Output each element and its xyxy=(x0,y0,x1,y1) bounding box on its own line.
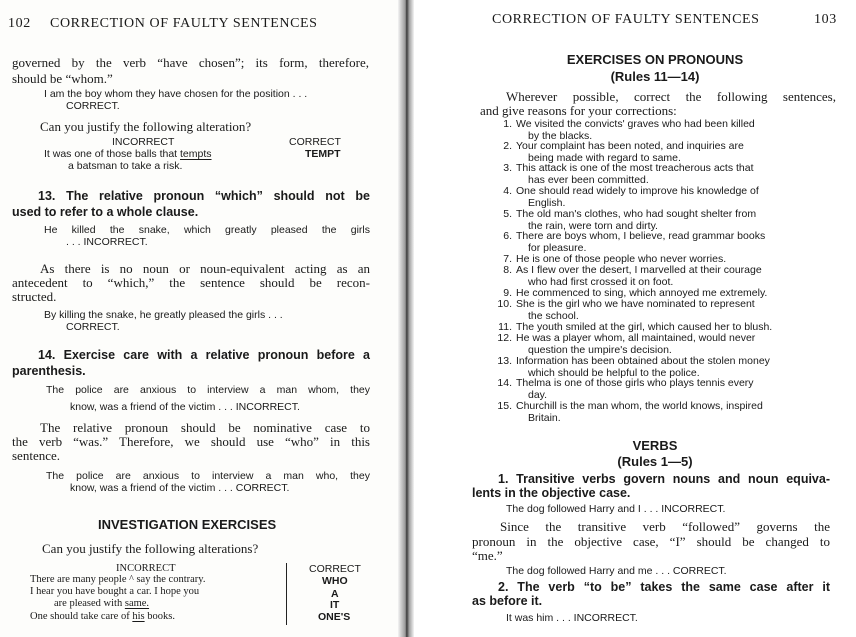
exercise-number: 15. xyxy=(497,400,512,412)
underlined-word: tempts xyxy=(180,148,212,160)
exercise-item-line: by the blacks. xyxy=(528,129,593,142)
column-correct: CORRECT xyxy=(309,563,361,575)
exercises-title: EXERCISES ON PRONOUNS xyxy=(566,52,744,67)
example-line: know, was a friend of the victim . . . INCORRECT. xyxy=(70,401,300,413)
paragraph-line: The relative pronoun should be nominative case to xyxy=(40,420,370,435)
exercise-item-line: the rain, were torn and dirty. xyxy=(528,219,658,232)
example-line: By killing the snake, he greatly pleased the girls . . . xyxy=(44,309,283,321)
example-line: CORRECT. xyxy=(66,100,120,112)
exercise-item-line xyxy=(494,333,836,345)
exercise-item-line xyxy=(494,265,836,277)
exercise-text: As I flew over the desert, I marvelled at their courage xyxy=(516,264,762,276)
page-number-left: 102 xyxy=(8,16,31,31)
exercise-item xyxy=(497,355,836,379)
exercise-item xyxy=(503,140,836,164)
exercise-number: 11. xyxy=(498,321,512,333)
underlined-word: same. xyxy=(124,598,150,609)
exercise-item xyxy=(503,208,836,232)
exercise-text: Information has been obtained about the stolen money xyxy=(516,355,770,367)
alteration-line: a batsman to take a risk. xyxy=(68,160,183,172)
exercise-text: The youth smiled at the girl, which caused her to blush. xyxy=(516,321,773,333)
exercise-text: He was a player whom, all maintained, would never xyxy=(516,332,756,344)
paragraph-line: As there is no noun or noun-equivalent acting as an xyxy=(40,261,370,276)
exercise-item-line: which should be helpful to the police. xyxy=(528,366,700,379)
justify-question: Can you justify the following alteration? xyxy=(40,119,252,134)
row-text: say the contrary. xyxy=(133,574,206,585)
paragraph-line: sentence. xyxy=(12,448,61,463)
exercise-text: Churchill is the man whom, the world knows, inspired xyxy=(516,400,763,412)
example-line: . . . INCORRECT. xyxy=(66,236,148,248)
page-number-right: 103 xyxy=(814,12,837,27)
exercise-item-line: question the umpire's decision. xyxy=(528,343,672,356)
exercise-item xyxy=(503,185,836,209)
column-divider xyxy=(286,563,287,625)
exercise-item-line: Britain. xyxy=(528,411,561,424)
example-line: The dog followed Harry and I . . . INCORRECT. xyxy=(506,503,726,515)
alteration-correct: TEMPT xyxy=(305,148,341,160)
exercise-number: 4. xyxy=(503,185,512,197)
example-line: He killed the snake, which greatly pleased the girls xyxy=(44,224,370,236)
exercise-number: 3. xyxy=(503,162,512,174)
row-correct: IT xyxy=(330,599,340,611)
row-text: One should take care of xyxy=(30,611,133,622)
example-line: CORRECT. xyxy=(66,321,120,333)
paragraph-line: structed. xyxy=(12,289,57,304)
verbs-rules: (Rules 1—5) xyxy=(617,454,693,469)
row-text: are pleased with xyxy=(54,598,125,609)
exercise-item-line: who had first crossed it on foot. xyxy=(528,275,674,288)
exercise-number: 9. xyxy=(503,287,512,299)
exercise-item-line: day. xyxy=(528,388,548,401)
investigation-row: I hear you have bought a car. I hope you xyxy=(30,586,200,597)
example-line: The dog followed Harry and me . . . CORRECT. xyxy=(506,565,727,577)
verb-rule-1-heading: lents in the objective case. xyxy=(472,486,631,500)
exercise-item-line xyxy=(494,186,836,198)
exercise-item-line: English. xyxy=(528,196,566,209)
row-correct: WHO xyxy=(322,575,348,587)
rule-13-heading: used to refer to a whole clause. xyxy=(12,205,199,219)
exercise-item xyxy=(497,377,836,401)
exercise-item-line xyxy=(494,299,836,311)
exercise-item-line xyxy=(494,209,836,221)
exercise-item-line xyxy=(494,119,836,131)
paragraph-line: “me.” xyxy=(472,548,503,563)
example-line: know, was a friend of the victim . . . CORRECT. xyxy=(70,482,290,494)
exercise-item-line xyxy=(494,401,836,413)
alteration-line xyxy=(44,148,212,160)
example-line: I am the boy whom they have chosen for the position . . . xyxy=(44,88,308,100)
exercise-item-line: has ever been committed. xyxy=(528,173,649,186)
caret-mark: ^ xyxy=(129,574,134,585)
instruction-line: Wherever possible, correct the following sentences, xyxy=(506,89,836,104)
exercise-item-line xyxy=(494,231,836,243)
exercise-item-line: the school. xyxy=(528,309,579,322)
investigation-row xyxy=(30,574,205,585)
exercise-number: 13. xyxy=(497,355,512,367)
book-gutter xyxy=(398,0,414,637)
exercise-item-line: being made with regard to same. xyxy=(528,151,681,164)
exercise-item xyxy=(503,230,836,254)
exercise-number: 8. xyxy=(503,264,512,276)
row-correct: A xyxy=(331,588,339,600)
paragraph-line: Since the transitive verb “followed” governs the xyxy=(500,519,830,534)
exercise-number: 7. xyxy=(503,253,512,265)
underlined-word: his xyxy=(132,611,145,622)
exercise-item xyxy=(503,162,836,186)
rule-13-heading: 13. The relative pronoun “which” should not be xyxy=(38,189,370,203)
exercise-number: 12. xyxy=(497,332,512,344)
instruction-line: and give reasons for your corrections: xyxy=(480,103,677,118)
paragraph-line: pronoun in the objective case, “I” should be changed to xyxy=(472,534,830,549)
exercise-item-line xyxy=(494,356,836,368)
intro-line: should be “whom.” xyxy=(12,71,113,86)
verb-rule-1-heading: 1. Transitive verbs govern nouns and noun equiva- xyxy=(498,472,830,486)
exercise-text: Thelma is one of those girls who plays tennis every xyxy=(516,377,754,389)
column-incorrect: INCORRECT xyxy=(112,136,175,148)
investigation-title: INVESTIGATION EXERCISES xyxy=(98,517,277,532)
exercise-number: 1. xyxy=(503,118,512,130)
column-incorrect: INCORRECT xyxy=(116,563,176,574)
exercise-number: 2. xyxy=(503,140,512,152)
exercise-item xyxy=(503,264,836,288)
exercise-text: He commenced to sing, which annoyed me extremely. xyxy=(516,287,768,299)
running-head-left: CORRECTION OF FAULTY SENTENCES xyxy=(50,16,318,31)
exercise-item xyxy=(497,400,836,424)
exercise-item-line xyxy=(494,378,836,390)
verb-rule-2-heading: as before it. xyxy=(472,594,543,608)
exercise-text: There are boys whom, I believe, read grammar books xyxy=(516,230,766,242)
exercise-number: 5. xyxy=(503,208,512,220)
example-line: It was him . . . INCORRECT. xyxy=(506,612,638,624)
row-text: There are many people xyxy=(30,574,130,585)
verbs-title: VERBS xyxy=(632,438,678,453)
exercise-item xyxy=(497,298,836,322)
investigation-question: Can you justify the following alterations? xyxy=(42,541,259,556)
exercise-item-line xyxy=(494,141,836,153)
exercises-rules: (Rules 11—14) xyxy=(610,69,700,84)
verb-rule-2-heading: 2. The verb “to be” takes the same case after it xyxy=(498,580,830,594)
exercise-item-line: for pleasure. xyxy=(528,241,587,254)
paragraph-line: the verb “was.” Therefore, we should use “who” in this xyxy=(12,434,370,449)
intro-line: governed by the verb “have chosen”; its form, therefore, xyxy=(12,55,369,70)
exercise-number: 10. xyxy=(497,298,512,310)
paragraph-line: antecedent to “which,” the sentence should be recon- xyxy=(12,275,370,290)
exercise-item xyxy=(503,118,836,142)
example-line: The police are anxious to interview a man whom, they xyxy=(46,384,370,396)
exercise-text: We visited the convicts' graves who had been killed xyxy=(516,118,755,130)
running-head-right: CORRECTION OF FAULTY SENTENCES xyxy=(492,12,760,27)
exercise-text: The old man's clothes, who had sought shelter from xyxy=(516,208,757,220)
row-text: books. xyxy=(144,611,175,622)
investigation-row xyxy=(30,611,175,622)
row-correct: ONE'S xyxy=(318,611,351,623)
rule-14-heading: parenthesis. xyxy=(12,364,86,378)
column-correct: CORRECT xyxy=(289,136,341,148)
rule-14-heading: 14. Exercise care with a relative pronoun before a xyxy=(38,348,370,362)
investigation-row xyxy=(54,598,149,609)
exercise-text: She is the girl who we have nominated to represent xyxy=(516,298,755,310)
exercise-text: He is one of those people who never worries. xyxy=(516,253,727,265)
exercise-text: This attack is one of the most treacherous acts that xyxy=(516,162,754,174)
exercise-number: 6. xyxy=(503,230,512,242)
left-page xyxy=(0,0,398,637)
exercise-number: 14. xyxy=(497,377,512,389)
example-line: The police are anxious to interview a man who, they xyxy=(46,470,370,482)
exercise-text: One should read widely to improve his knowledge of xyxy=(516,185,759,197)
alteration-text: It was one of those balls that xyxy=(44,148,180,160)
exercise-item-line xyxy=(494,163,836,175)
exercise-item xyxy=(497,332,836,356)
exercise-text: Your complaint has been noted, and inquiries are xyxy=(516,140,744,152)
